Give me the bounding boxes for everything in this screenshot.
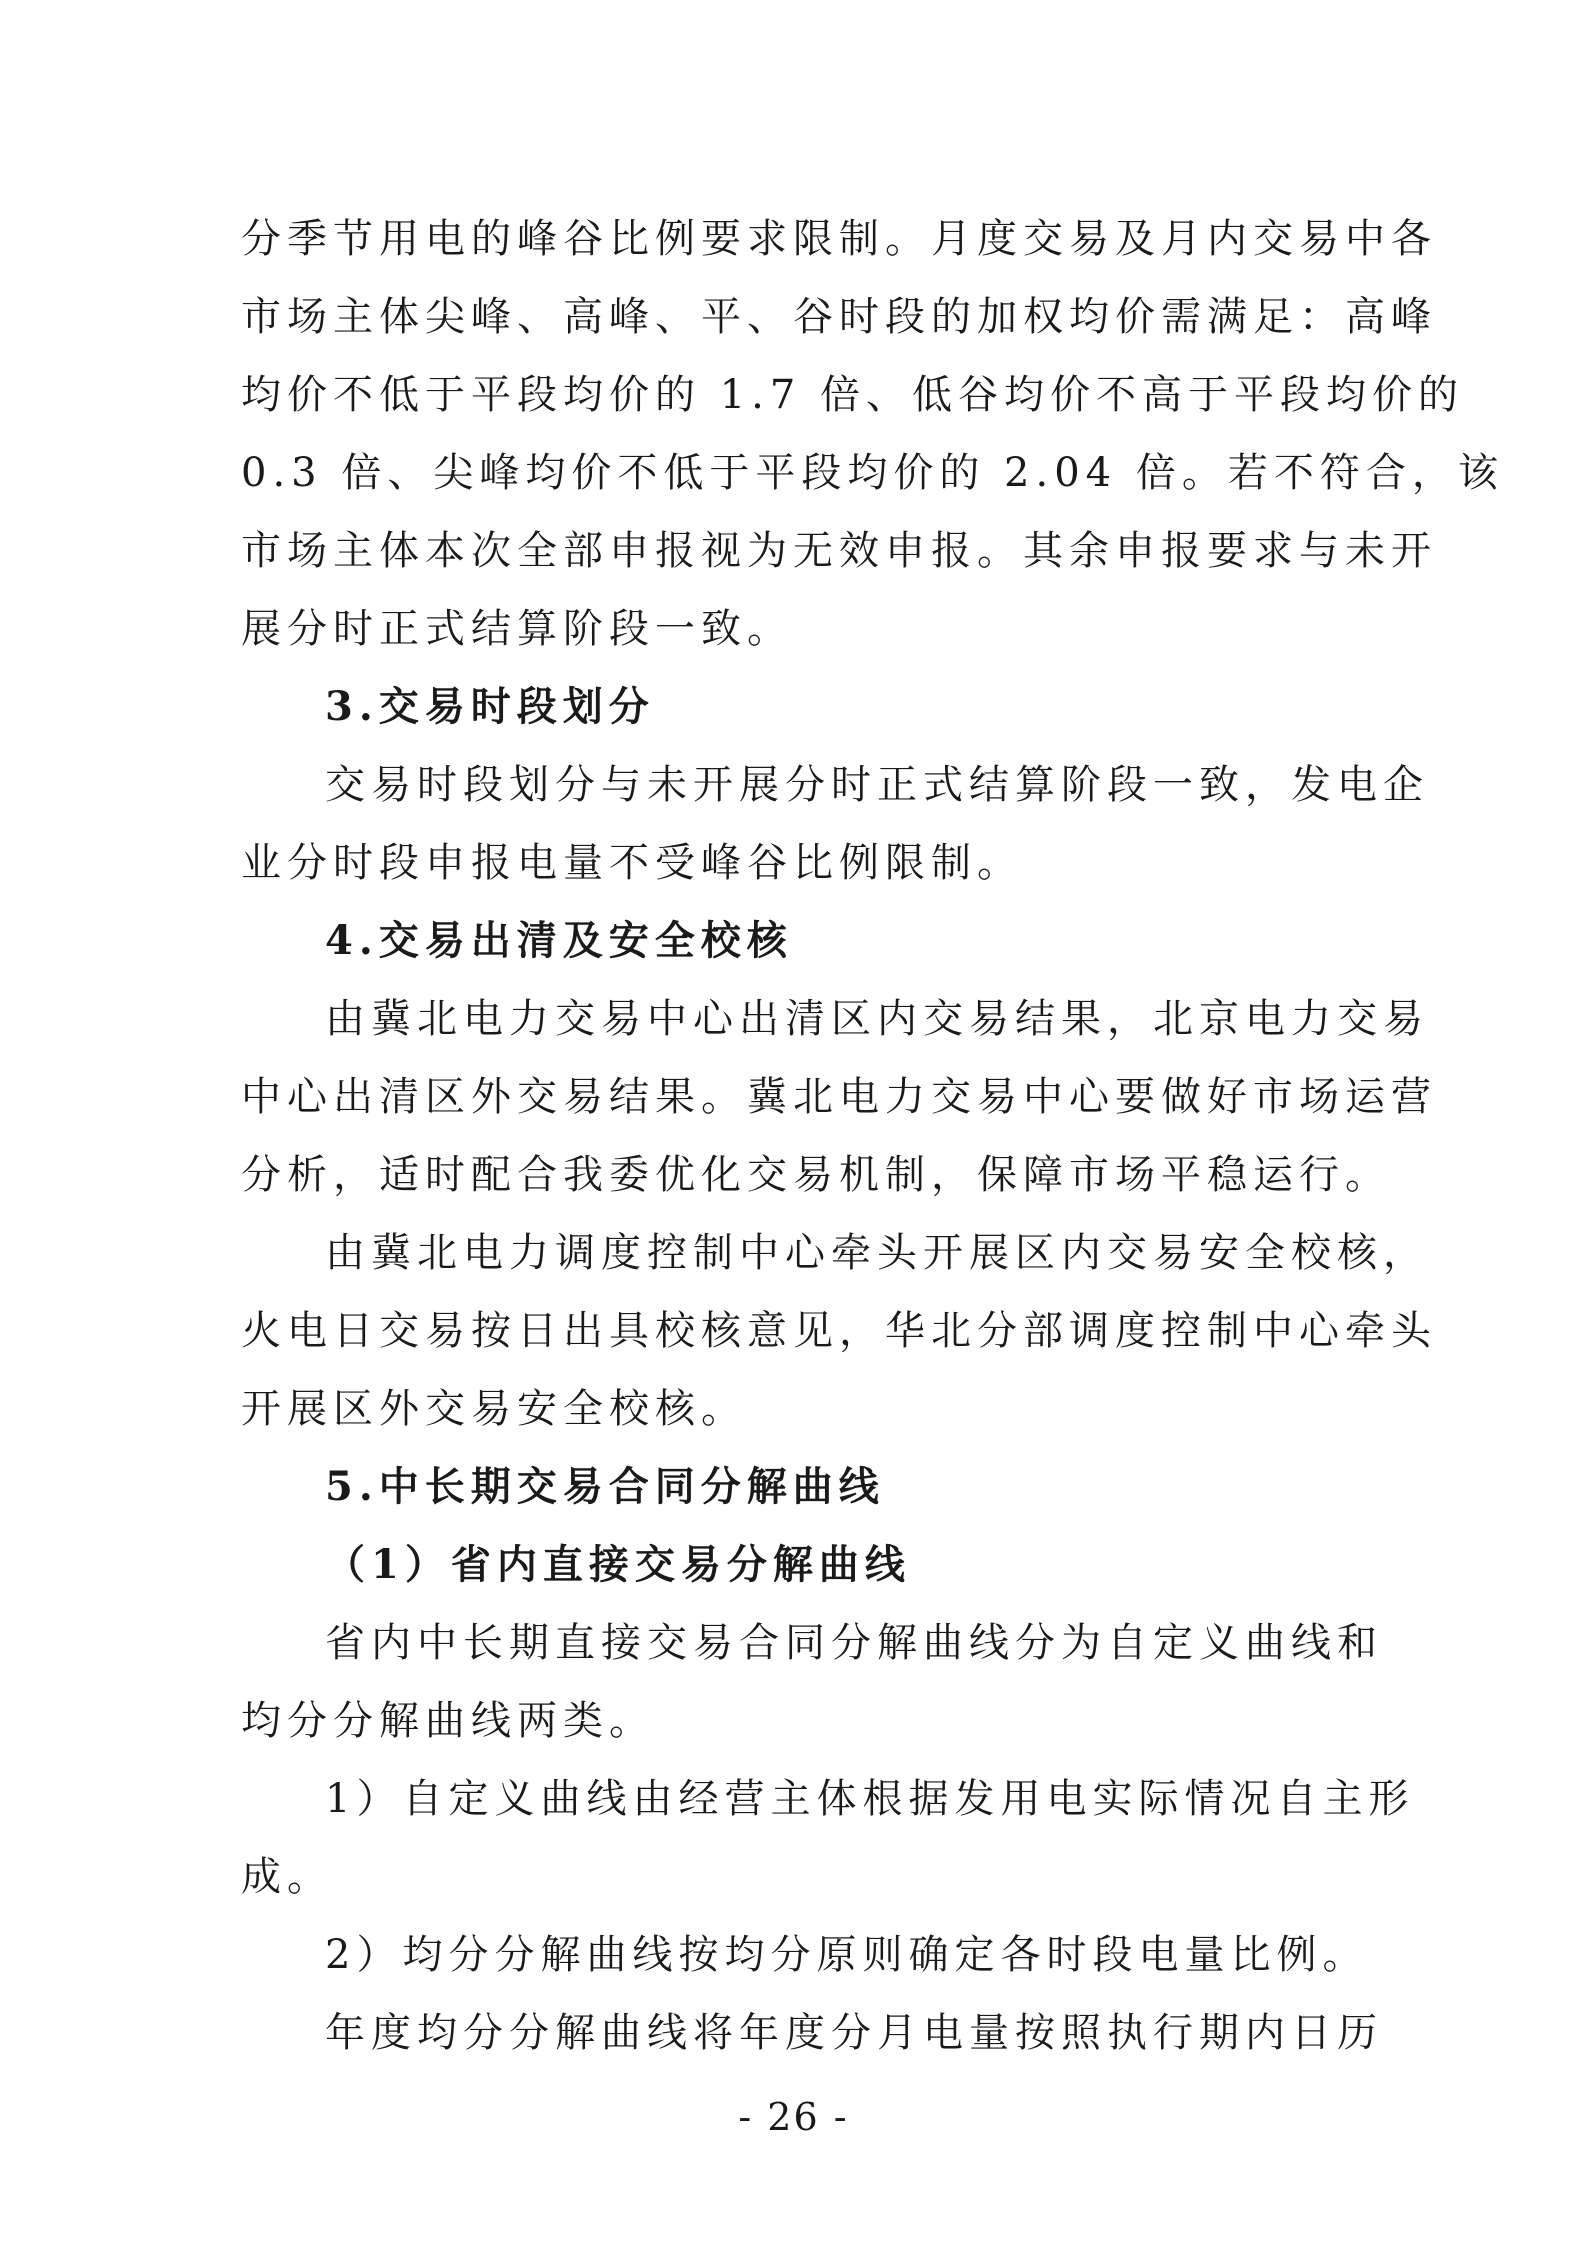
paragraph-line: 火电日交易按日出具校核意见，华北分部调度控制中心牵头 [241,1308,1437,1354]
list-item-line: 1）自定义曲线由经营主体根据发用电实际情况自主形 [325,1776,1415,1822]
paragraph-line: 分季节用电的峰谷比例要求限制。月度交易及月内交易中各 [241,216,1437,262]
paragraph-line: 开展区外交易安全校核。 [241,1386,747,1432]
section-heading: 5.中长期交易合同分解曲线 [325,1463,885,1510]
paragraph-line: 省内中长期直接交易合同分解曲线分为自定义曲线和 [325,1620,1383,1666]
paragraph-line: 展分时正式结算阶段一致。 [241,606,793,652]
document-body [241,200,1504,2072]
paragraph-line: 年度均分分解曲线将年度分月电量按照执行期内日历 [325,2010,1383,2056]
paragraph-line: 市场主体本次全部申报视为无效申报。其余申报要求与未开 [241,528,1437,574]
paragraph-line: 分析，适时配合我委优化交易机制，保障市场平稳运行。 [241,1152,1391,1198]
paragraph-line: 0.3 倍、尖峰均价不低于平段均价的 2.04 倍。若不符合，该 [241,450,1504,496]
paragraph-line: 业分时段申报电量不受峰谷比例限制。 [241,840,1023,886]
section-heading: 4.交易出清及安全校核 [325,917,793,964]
paragraph-line: 均分分解曲线两类。 [241,1698,655,1744]
list-item-line: 成。 [241,1854,333,1900]
paragraph-line: 中心出清区外交易结果。冀北电力交易中心要做好市场运营 [241,1074,1437,1120]
subsection-heading: （1）省内直接交易分解曲线 [325,1541,911,1588]
paragraph-line: 由冀北电力交易中心出清区内交易结果，北京电力交易 [325,996,1429,1042]
section-heading: 3.交易时段划分 [325,683,655,730]
paragraph-line: 均价不低于平段均价的 1.7 倍、低谷均价不高于平段均价的 [241,372,1465,418]
paragraph-line: 交易时段划分与未开展分时正式结算阶段一致，发电企 [325,762,1429,808]
page-number: - 26 - [738,2095,849,2139]
paragraph-line: 市场主体尖峰、高峰、平、谷时段的加权均价需满足：高峰 [241,294,1437,340]
paragraph-line: 由冀北电力调度控制中心牵头开展区内交易安全校核， [325,1230,1429,1276]
list-item-line: 2）均分分解曲线按均分原则确定各时段电量比例。 [325,1932,1369,1978]
